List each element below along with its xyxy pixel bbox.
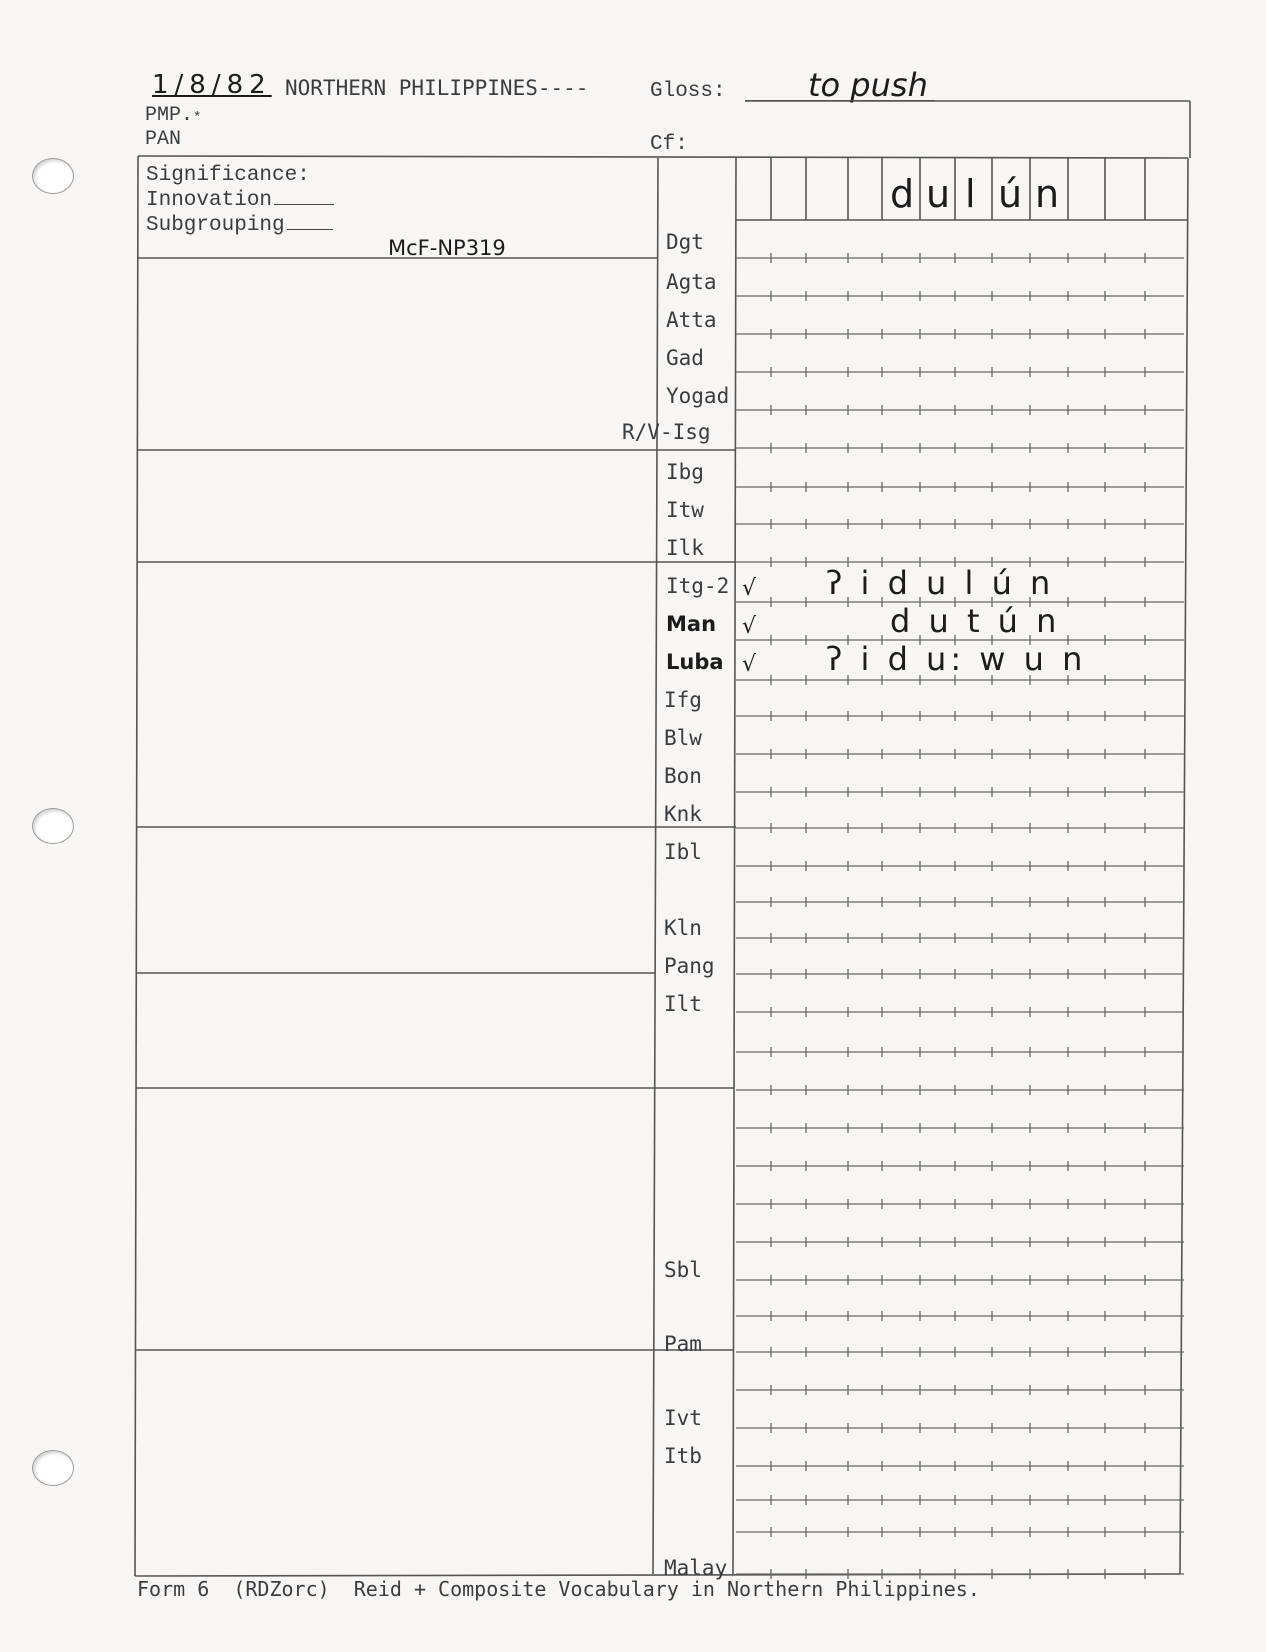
language-code: Dgt — [666, 230, 704, 254]
language-code: Yogad — [666, 384, 730, 408]
check-mark: √ — [742, 614, 757, 639]
form-footer: Form 6 (RDZorc) Reid + Composite Vocabulary in Northern Philippines. — [137, 1577, 980, 1601]
language-entry-handwritten: ʔ i d u l ú n — [826, 564, 1055, 602]
date-handwritten: 1/8/82 — [152, 70, 272, 100]
language-code: Gad — [666, 346, 704, 370]
language-entry-handwritten: ʔ i d u: w u n — [826, 640, 1087, 678]
cf-label: Cf: — [650, 133, 688, 156]
innovation-line — [146, 189, 334, 212]
language-code: Knk — [664, 802, 702, 826]
language-code: Malay — [664, 1556, 728, 1580]
reference-code-handwritten: McF-NP319 — [388, 236, 506, 260]
language-code: Pang — [664, 954, 715, 978]
language-code: Ivt — [664, 1406, 702, 1430]
language-code: Ifg — [664, 688, 702, 712]
language-code: Itw — [666, 498, 704, 522]
language-code: Pam — [664, 1332, 702, 1356]
pmp-label: PMP. — [145, 104, 194, 127]
pmp-asterisk: * — [193, 110, 202, 126]
language-code: Agta — [666, 270, 717, 294]
language-code: Ibl — [664, 840, 702, 864]
gloss-value-handwritten: to push — [808, 66, 928, 104]
language-entry-handwritten: d u t ú n — [890, 602, 1061, 640]
language-code: Itg-2 — [666, 574, 730, 598]
gloss-underline — [745, 100, 935, 101]
subgrouping-line — [146, 214, 333, 237]
language-code: Bon — [664, 764, 702, 788]
reconstruction-segment: u — [926, 172, 951, 216]
language-code: R/V-Isg — [622, 420, 711, 444]
language-code: Itb — [664, 1444, 702, 1468]
pan-label: PAN — [145, 128, 182, 151]
check-mark: √ — [742, 576, 757, 601]
reconstruction-segment: ú — [998, 172, 1023, 216]
check-mark: √ — [742, 652, 757, 677]
innovation-label: Innovation — [146, 189, 273, 212]
language-code: Sbl — [664, 1258, 702, 1282]
language-code: Ilt — [664, 992, 702, 1016]
language-code: Kln — [664, 916, 702, 940]
reconstruction-segment: d — [890, 172, 915, 216]
region-title: NORTHERN PHILIPPINES---- — [285, 76, 589, 100]
gloss-label: Gloss: — [650, 80, 726, 103]
language-code: Man — [666, 612, 717, 636]
reconstruction-segment: n — [1035, 172, 1060, 216]
language-code: Blw — [664, 726, 702, 750]
subgrouping-label: Subgrouping — [146, 214, 285, 237]
language-code: Ibg — [666, 460, 704, 484]
language-code: Luba — [666, 650, 724, 674]
significance-title: Significance: — [146, 164, 310, 187]
language-code: Ilk — [666, 536, 704, 560]
reconstruction-segment: l — [965, 172, 976, 216]
language-code: Atta — [666, 308, 717, 332]
